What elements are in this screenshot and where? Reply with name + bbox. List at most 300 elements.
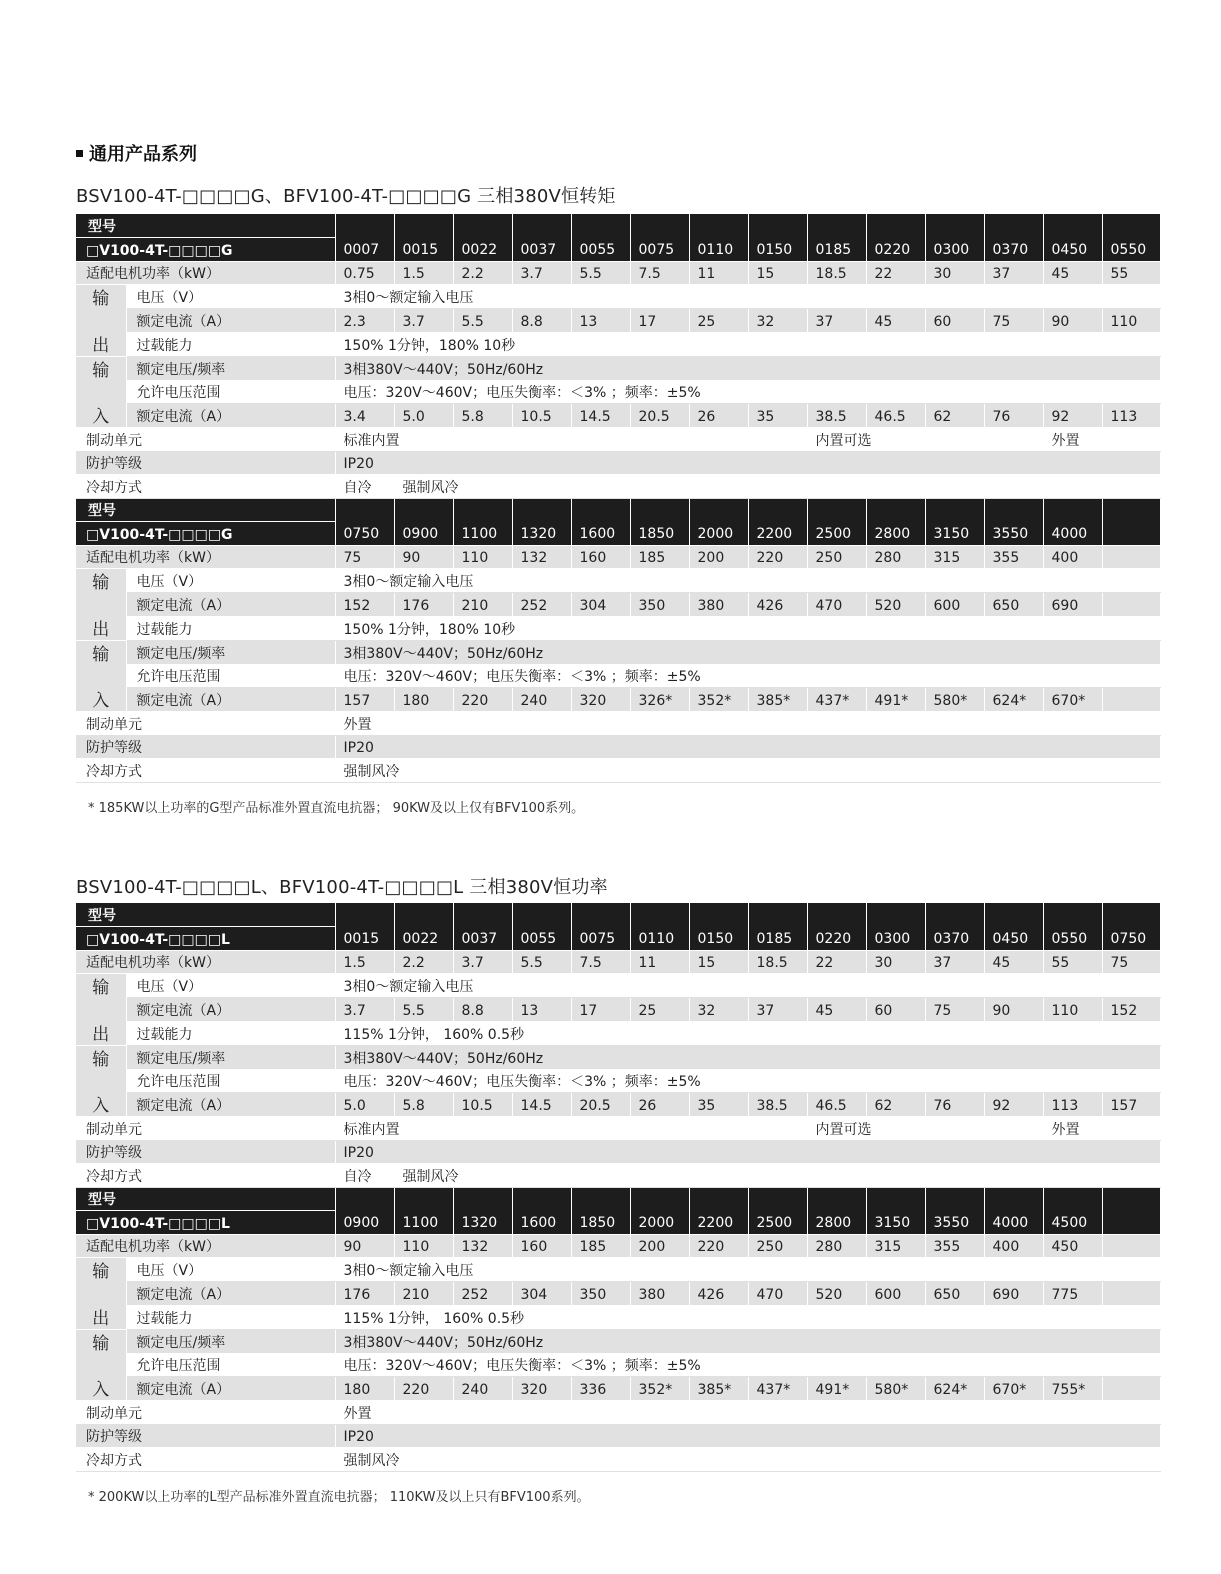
brake-value: 外置: [335, 712, 1160, 736]
output-current-value: 650: [984, 593, 1043, 617]
input-current-value: 240: [512, 688, 571, 712]
power-value: 30: [866, 950, 925, 974]
output-current-value: 75: [984, 309, 1043, 333]
input-current-value: 113: [1043, 1093, 1102, 1117]
power-value: 37: [925, 950, 984, 974]
row-label: 适配电机功率（kW）: [76, 1234, 335, 1258]
model-number: 0037: [453, 903, 512, 950]
brake-row: [76, 712, 1160, 736]
input-current-value: 5.8: [453, 404, 512, 428]
model-number: 3150: [925, 498, 984, 545]
power-value: 1.5: [335, 950, 394, 974]
section-title: BSV100-4T-□□□□G、BFV100-4T-□□□□G 三相380V恒转矩: [76, 186, 616, 207]
input-current-value: 385*: [748, 688, 807, 712]
output-current-value: 45: [807, 998, 866, 1022]
output-current-value: 210: [394, 1282, 453, 1306]
input-current-value: 92: [1043, 404, 1102, 428]
model-number: 0450: [1043, 214, 1102, 261]
output-current-value: 252: [512, 593, 571, 617]
output-current-value: [1102, 593, 1160, 617]
model-number: 0370: [984, 214, 1043, 261]
model-number: 3550: [984, 498, 1043, 545]
output-current-value: 13: [571, 309, 630, 333]
output-current-value: 75: [925, 998, 984, 1022]
model-number: 4000: [984, 1187, 1043, 1234]
model-number: 0055: [571, 214, 630, 261]
model-number: 4500: [1043, 1187, 1102, 1234]
input-current-value: [1102, 688, 1160, 712]
power-row: [76, 950, 1160, 974]
row-label: 过载能力: [126, 333, 335, 357]
input-current-value: 5.8: [394, 1093, 453, 1117]
model-number: 1320: [512, 498, 571, 545]
output-current-value: 37: [807, 309, 866, 333]
model-number: 0300: [925, 214, 984, 261]
input-current-value: 26: [630, 1093, 689, 1117]
group-label-char: 输: [92, 361, 110, 381]
model-number: 2200: [748, 498, 807, 545]
input-current-value: 62: [925, 404, 984, 428]
model-header-row: [76, 1187, 1160, 1211]
group-label-char: 输: [92, 1334, 110, 1354]
input-current-value: 38.5: [807, 404, 866, 428]
model-number: 0750: [1102, 903, 1160, 950]
input-current-value: 3.4: [335, 404, 394, 428]
overload-row: [76, 617, 1160, 641]
model-number: 0110: [689, 214, 748, 261]
input-current-value: 38.5: [748, 1093, 807, 1117]
model-number: 0015: [335, 903, 394, 950]
model-number: 0007: [335, 214, 394, 261]
row-label: 过载能力: [126, 1022, 335, 1046]
cooling-value: 强制风冷: [335, 759, 1160, 783]
input-current-value: 320: [571, 688, 630, 712]
model-number: 0075: [630, 214, 689, 261]
model-label: 型号: [76, 1187, 335, 1211]
row-label: 防护等级: [76, 1140, 335, 1164]
row-label: 过载能力: [126, 617, 335, 641]
model-number: 0150: [689, 903, 748, 950]
input-range-value: 电压：320V～460V；电压失衡率：＜3% ；频率：±5%: [335, 664, 1160, 688]
power-value: 11: [689, 261, 748, 285]
input-current-value: 320: [512, 1377, 571, 1401]
square-bullet-icon: [76, 150, 83, 157]
protection-value: IP20: [335, 451, 1160, 475]
input-current-value: 240: [453, 1377, 512, 1401]
output-current-value: 90: [1043, 309, 1102, 333]
input-vf-row: [76, 357, 1160, 381]
input-current-value: 670*: [984, 1377, 1043, 1401]
power-value: 22: [866, 261, 925, 285]
power-value: 250: [748, 1234, 807, 1258]
power-value: 200: [630, 1234, 689, 1258]
overload-value: 115% 1分钟， 160% 0.5秒: [335, 1306, 1160, 1330]
input-current-value: 46.5: [807, 1093, 866, 1117]
input-current-row: [76, 688, 1160, 712]
model-number: 2500: [748, 1187, 807, 1234]
group-label: [76, 357, 126, 428]
brake-value: 外置: [1043, 428, 1160, 452]
power-value: 250: [807, 545, 866, 569]
group-label-char: 入: [92, 691, 110, 711]
row-label: 电压（V）: [126, 1258, 335, 1282]
model-number: 1320: [453, 1187, 512, 1234]
model-number: 3550: [925, 1187, 984, 1234]
output-current-value: 176: [335, 1282, 394, 1306]
model-number: 0185: [748, 903, 807, 950]
output-current-value: 110: [1102, 309, 1160, 333]
group-label-char: 输: [92, 1050, 110, 1070]
input-current-value: 76: [925, 1093, 984, 1117]
cooling-row: [76, 1164, 1160, 1188]
footnote: * 185KW以上功率的G型产品标准外置直流电抗器； 90KW及以上仅有BFV100系列。: [88, 801, 585, 816]
input-range-value: 电压：320V～460V；电压失衡率：＜3% ；频率：±5%: [335, 380, 1160, 404]
model-number: [1102, 1187, 1160, 1234]
row-label: 制动单元: [76, 1117, 335, 1141]
output-current-value: 520: [866, 593, 925, 617]
group-label: [76, 1258, 126, 1330]
model-number: 3150: [866, 1187, 925, 1234]
model-number: 0900: [335, 1187, 394, 1234]
group-label-char: 输: [92, 978, 110, 998]
input-current-value: 10.5: [453, 1093, 512, 1117]
model-number: 0075: [571, 903, 630, 950]
model-number: 0022: [394, 903, 453, 950]
input-vf-value: 3相380V～440V；50Hz/60Hz: [335, 1330, 1160, 1354]
row-label: 制动单元: [76, 1401, 335, 1425]
input-current-value: 336: [571, 1377, 630, 1401]
output-voltage-value: 3相0～额定输入电压: [335, 1258, 1160, 1282]
group-label-char: 入: [92, 407, 110, 427]
power-row: [76, 545, 1160, 569]
cooling-row: [76, 759, 1160, 783]
model-number: 0055: [512, 903, 571, 950]
input-range-row: [76, 1353, 1160, 1377]
power-value: 18.5: [748, 950, 807, 974]
input-current-value: 437*: [748, 1377, 807, 1401]
input-current-value: 76: [984, 404, 1043, 428]
heading-text: 通用产品系列: [89, 144, 197, 165]
model-number: 0450: [984, 903, 1043, 950]
output-current-value: 60: [866, 998, 925, 1022]
row-label: 允许电压范围: [126, 1353, 335, 1377]
power-value: 2.2: [394, 950, 453, 974]
model-number: 0220: [866, 214, 925, 261]
model-number: 0185: [807, 214, 866, 261]
cooling-value: 强制风冷: [394, 475, 1160, 499]
power-value: 1.5: [394, 261, 453, 285]
input-current-value: [1102, 1377, 1160, 1401]
row-label: 允许电压范围: [126, 664, 335, 688]
input-range-value: 电压：320V～460V；电压失衡率：＜3% ；频率：±5%: [335, 1069, 1160, 1093]
row-label: 防护等级: [76, 1424, 335, 1448]
power-value: 5.5: [571, 261, 630, 285]
brake-value: 外置: [1043, 1117, 1160, 1141]
model-number: 2200: [689, 1187, 748, 1234]
output-voltage-value: 3相0～额定输入电压: [335, 285, 1160, 309]
power-value: 280: [866, 545, 925, 569]
output-current-value: 600: [925, 593, 984, 617]
power-value: 220: [689, 1234, 748, 1258]
input-current-value: 46.5: [866, 404, 925, 428]
input-current-value: 113: [1102, 404, 1160, 428]
input-current-value: 20.5: [630, 404, 689, 428]
power-value: 400: [1043, 545, 1102, 569]
power-value: 160: [571, 545, 630, 569]
model-header-row: [76, 214, 1160, 238]
row-label: 额定电流（A）: [126, 593, 335, 617]
input-current-value: 35: [748, 404, 807, 428]
input-current-value: 157: [1102, 1093, 1160, 1117]
input-current-value: 157: [335, 688, 394, 712]
output-voltage-row: [76, 974, 1160, 998]
input-current-row: [76, 1093, 1160, 1117]
power-value: 355: [984, 545, 1043, 569]
model-header-row: [76, 498, 1160, 522]
model-code: □V100-4T-□□□□G: [76, 522, 335, 546]
output-current-value: 380: [689, 593, 748, 617]
model-code: □V100-4T-□□□□L: [76, 1211, 335, 1235]
power-value: 0.75: [335, 261, 394, 285]
model-number: 0550: [1102, 214, 1160, 261]
row-label: 额定电压/频率: [126, 357, 335, 381]
power-value: 132: [453, 1234, 512, 1258]
power-row: [76, 261, 1160, 285]
group-label-char: 输: [92, 289, 110, 309]
output-current-value: 5.5: [394, 998, 453, 1022]
group-label-char: 出: [92, 1025, 110, 1045]
input-current-row: [76, 404, 1160, 428]
group-label-char: 出: [92, 620, 110, 640]
cooling-row: [76, 1448, 1160, 1472]
brake-row: [76, 1401, 1160, 1425]
protection-row: [76, 735, 1160, 759]
power-value: 15: [748, 261, 807, 285]
output-current-value: 152: [335, 593, 394, 617]
input-current-value: 755*: [1043, 1377, 1102, 1401]
power-value: 55: [1102, 261, 1160, 285]
output-current-value: 304: [571, 593, 630, 617]
power-value: 18.5: [807, 261, 866, 285]
output-current-value: 3.7: [335, 998, 394, 1022]
protection-row: [76, 1424, 1160, 1448]
output-current-row: [76, 1282, 1160, 1306]
model-label: 型号: [76, 214, 335, 238]
input-current-value: 14.5: [512, 1093, 571, 1117]
output-current-value: 90: [984, 998, 1043, 1022]
power-value: 220: [748, 545, 807, 569]
row-label: 过载能力: [126, 1306, 335, 1330]
row-label: 额定电压/频率: [126, 1046, 335, 1070]
model-number: 1100: [394, 1187, 453, 1234]
power-value: 45: [1043, 261, 1102, 285]
row-label: 电压（V）: [126, 285, 335, 309]
model-code: □V100-4T-□□□□G: [76, 238, 335, 262]
model-number: 0022: [453, 214, 512, 261]
input-current-value: 180: [335, 1377, 394, 1401]
model-number: 1600: [512, 1187, 571, 1234]
model-number: 1850: [630, 498, 689, 545]
protection-row: [76, 1140, 1160, 1164]
output-current-value: 470: [807, 593, 866, 617]
input-current-value: 26: [689, 404, 748, 428]
model-number: 0370: [925, 903, 984, 950]
input-current-value: 5.0: [394, 404, 453, 428]
cooling-value: 自冷: [335, 1164, 394, 1188]
power-value: 315: [866, 1234, 925, 1258]
model-number: 2800: [866, 498, 925, 545]
protection-value: IP20: [335, 735, 1160, 759]
model-number: 1850: [571, 1187, 630, 1234]
output-current-value: 32: [748, 309, 807, 333]
power-value: 450: [1043, 1234, 1102, 1258]
overload-row: [76, 1306, 1160, 1330]
group-label-char: 出: [92, 336, 110, 356]
group-label-char: 输: [92, 645, 110, 665]
power-value: 2.2: [453, 261, 512, 285]
output-current-row: [76, 309, 1160, 333]
model-number: 0220: [807, 903, 866, 950]
row-label: 额定电压/频率: [126, 1330, 335, 1354]
model-number: 1600: [571, 498, 630, 545]
output-voltage-row: [76, 1258, 1160, 1282]
output-current-value: 690: [1043, 593, 1102, 617]
output-voltage-row: [76, 285, 1160, 309]
output-current-value: 17: [571, 998, 630, 1022]
row-label: 制动单元: [76, 428, 335, 452]
output-current-value: 350: [571, 1282, 630, 1306]
output-current-value: 380: [630, 1282, 689, 1306]
input-current-value: 326*: [630, 688, 689, 712]
output-current-value: 8.8: [453, 998, 512, 1022]
power-value: 200: [689, 545, 748, 569]
power-value: 7.5: [630, 261, 689, 285]
input-current-value: 10.5: [512, 404, 571, 428]
row-label: 冷却方式: [76, 475, 335, 499]
row-label: 防护等级: [76, 735, 335, 759]
group-label: [76, 569, 126, 641]
output-voltage-value: 3相0～额定输入电压: [335, 974, 1160, 998]
input-range-row: [76, 380, 1160, 404]
input-current-value: 62: [866, 1093, 925, 1117]
model-number: 0037: [512, 214, 571, 261]
model-number: [1102, 498, 1160, 545]
power-value: 90: [394, 545, 453, 569]
power-value: 280: [807, 1234, 866, 1258]
power-value: 11: [630, 950, 689, 974]
output-current-row: [76, 998, 1160, 1022]
model-number: 0015: [394, 214, 453, 261]
output-current-value: 17: [630, 309, 689, 333]
group-label-char: 输: [92, 573, 110, 593]
power-value: 185: [571, 1234, 630, 1258]
output-current-value: 775: [1043, 1282, 1102, 1306]
power-value: 22: [807, 950, 866, 974]
power-value: 5.5: [512, 950, 571, 974]
output-current-value: 13: [512, 998, 571, 1022]
row-label: 允许电压范围: [126, 1069, 335, 1093]
output-current-value: 426: [748, 593, 807, 617]
row-label: 电压（V）: [126, 569, 335, 593]
input-current-value: 352*: [689, 688, 748, 712]
output-current-value: 600: [866, 1282, 925, 1306]
input-current-value: 491*: [866, 688, 925, 712]
row-label: 额定电流（A）: [126, 688, 335, 712]
brake-value: 内置可选: [807, 1117, 1043, 1141]
protection-value: IP20: [335, 1140, 1160, 1164]
output-current-value: 520: [807, 1282, 866, 1306]
power-value: 3.7: [512, 261, 571, 285]
model-number: 4000: [1043, 498, 1102, 545]
power-value: 110: [394, 1234, 453, 1258]
power-value: 37: [984, 261, 1043, 285]
row-label: 防护等级: [76, 451, 335, 475]
model-number: 2000: [630, 1187, 689, 1234]
power-value: 45: [984, 950, 1043, 974]
input-vf-value: 3相380V～440V；50Hz/60Hz: [335, 641, 1160, 665]
input-current-value: 352*: [630, 1377, 689, 1401]
group-label-char: 入: [92, 1096, 110, 1116]
protection-value: IP20: [335, 1424, 1160, 1448]
input-current-value: 92: [984, 1093, 1043, 1117]
cooling-value: 强制风冷: [335, 1448, 1160, 1472]
input-current-value: 670*: [1043, 688, 1102, 712]
power-value: 75: [1102, 950, 1160, 974]
row-label: 冷却方式: [76, 1164, 335, 1188]
output-current-value: 3.7: [394, 309, 453, 333]
section-title: BSV100-4T-□□□□L、BFV100-4T-□□□□L 三相380V恒功率: [76, 877, 608, 898]
cooling-row: [76, 475, 1160, 499]
spec-table: [76, 214, 1161, 783]
model-number: 1100: [453, 498, 512, 545]
output-current-value: 32: [689, 998, 748, 1022]
power-value: 90: [335, 1234, 394, 1258]
power-value: [1102, 1234, 1160, 1258]
output-current-value: 426: [689, 1282, 748, 1306]
power-value: 400: [984, 1234, 1043, 1258]
group-label: [76, 974, 126, 1046]
overload-value: 115% 1分钟， 160% 0.5秒: [335, 1022, 1160, 1046]
output-current-value: 25: [689, 309, 748, 333]
group-label: [76, 285, 126, 357]
input-vf-value: 3相380V～440V；50Hz/60Hz: [335, 1046, 1160, 1070]
row-label: 冷却方式: [76, 1448, 335, 1472]
group-label-char: 入: [92, 1380, 110, 1400]
power-value: [1102, 545, 1160, 569]
output-current-value: 304: [512, 1282, 571, 1306]
input-vf-value: 3相380V～440V；50Hz/60Hz: [335, 357, 1160, 381]
spec-table: [76, 903, 1161, 1472]
output-current-value: 8.8: [512, 309, 571, 333]
input-current-value: 180: [394, 688, 453, 712]
group-label: [76, 1330, 126, 1401]
model-number: 0110: [630, 903, 689, 950]
input-current-value: 5.0: [335, 1093, 394, 1117]
group-label: [76, 641, 126, 712]
row-label: 额定电流（A）: [126, 1377, 335, 1401]
model-number: 2500: [807, 498, 866, 545]
model-number: 0550: [1043, 903, 1102, 950]
output-current-row: [76, 593, 1160, 617]
input-range-row: [76, 1069, 1160, 1093]
input-current-value: 437*: [807, 688, 866, 712]
row-label: 电压（V）: [126, 974, 335, 998]
output-current-value: 210: [453, 593, 512, 617]
model-number: 0150: [748, 214, 807, 261]
cooling-value: 自冷: [335, 475, 394, 499]
output-current-value: 690: [984, 1282, 1043, 1306]
output-current-value: 650: [925, 1282, 984, 1306]
